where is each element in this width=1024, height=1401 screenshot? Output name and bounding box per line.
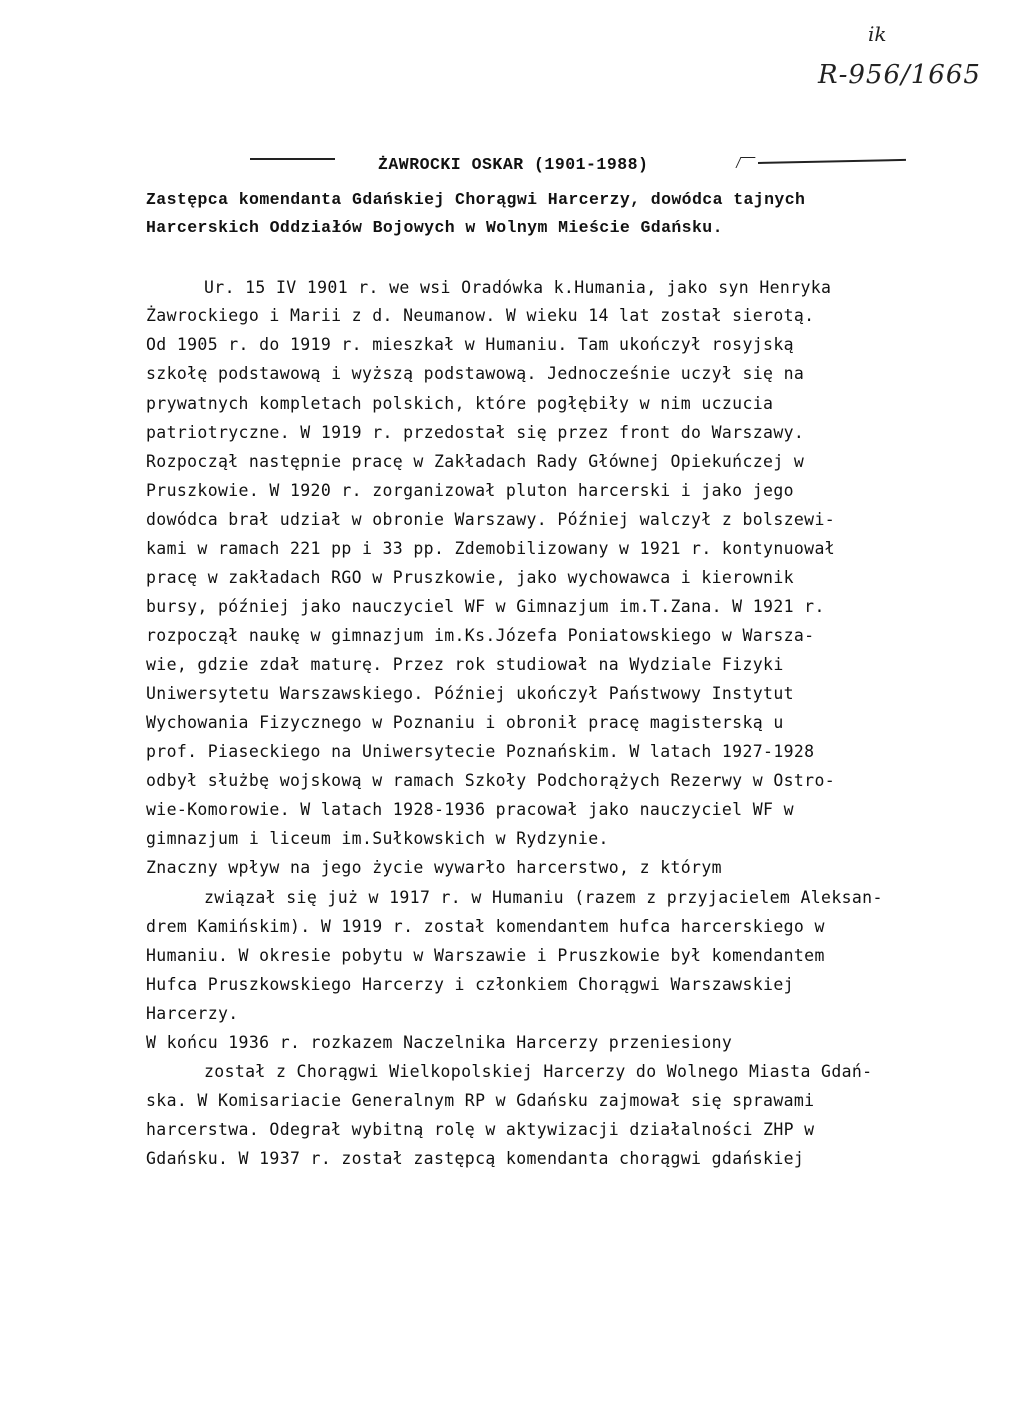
- text-line: wie-Komorowie. W latach 1928-1936 pracował jako nauczyciel WF w: [146, 800, 794, 819]
- text-line: szkołę podstawową i wyższą podstawową. Jednocześnie uczył się na: [146, 364, 805, 383]
- text-line: wie, gdzie zdał maturę. Przez rok studiował na Wydziale Fizyki: [146, 655, 784, 674]
- document-title: ŻAWROCKI OSKAR (1901-1988): [378, 155, 649, 174]
- text-line: Żawrockiego i Marii z d. Neumanow. W wieku 14 lat został sierotą.: [146, 306, 815, 325]
- text-line: Ur. 15 IV 1901 r. we wsi Oradówka k.Humania, jako syn Henryka: [204, 278, 832, 297]
- text-line: Humaniu. W okresie pobytu w Warszawie i Pruszkowie był komendantem: [146, 946, 825, 965]
- text-line: gimnazjum i liceum im.Sułkowskich w Rydzynie.: [146, 829, 609, 848]
- text-line: został z Chorągwi Wielkopolskiej Harcerzy do Wolnego Miasta Gdań-: [204, 1062, 873, 1081]
- text-line: związał się już w 1917 r. w Humaniu (razem z przyjacielem Aleksan-: [204, 888, 883, 907]
- text-line: harcerstwa. Odegrał wybitną rolę w aktywizacji działalności ZHP w: [146, 1120, 815, 1139]
- handwritten-catalog-mark: R-956/1665: [818, 60, 981, 90]
- text-line: Znaczny wpływ na jego życie wywarło harcerstwo, z którym: [146, 858, 722, 877]
- text-line: rozpoczął naukę w gimnazjum im.Ks.Józefa Poniatowskiego w Warsza-: [146, 626, 815, 645]
- text-line: prof. Piaseckiego na Uniwersytecie Poznańskim. W latach 1927-1928: [146, 742, 815, 761]
- text-line: pracę w zakładach RGO w Pruszkowie, jako wychowawca i kierownik: [146, 568, 794, 587]
- text-line: prywatnych kompletach polskich, które pogłębiły w nim uczucia: [146, 394, 774, 413]
- text-line: Pruszkowie. W 1920 r. zorganizował pluton harcerski i jako jego: [146, 481, 794, 500]
- text-line: Gdańsku. W 1937 r. został zastępcą komendanta chorągwi gdańskiej: [146, 1149, 805, 1168]
- text-line: dowódca brał udział w obronie Warszawy. Później walczył z bolszewi-: [146, 510, 836, 529]
- text-line: drem Kamińskim). W 1919 r. został komendantem hufca harcerskiego w: [146, 917, 825, 936]
- header-rule-left: [250, 158, 335, 160]
- text-line: odbył służbę wojskową w ramach Szkoły Podchorążych Rezerwy w Ostro-: [146, 771, 836, 790]
- handwritten-note: ik: [868, 22, 887, 46]
- header-rule-hook: [735, 157, 755, 168]
- subtitle-line: Zastępca komendanta Gdańskiej Chorągwi Harcerzy, dowódca tajnych: [146, 190, 806, 209]
- header-rule-right: [758, 159, 906, 164]
- text-line: Od 1905 r. do 1919 r. mieszkał w Humaniu. Tam ukończył rosyjską: [146, 335, 794, 354]
- text-line: kami w ramach 221 pp i 33 pp. Zdemobilizowany w 1921 r. kontynuował: [146, 539, 836, 558]
- subtitle-line: Harcerskich Oddziałów Bojowych w Wolnym Mieście Gdańsku.: [146, 218, 723, 237]
- text-line: Rozpoczął następnie pracę w Zakładach Rady Głównej Opiekuńczej w: [146, 452, 805, 471]
- text-line: Uniwersytetu Warszawskiego. Później ukończył Państwowy Instytut: [146, 684, 794, 703]
- text-line: bursy, później jako nauczyciel WF w Gimnazjum im.T.Zana. W 1921 r.: [146, 597, 825, 616]
- text-line: Harcerzy.: [146, 1004, 239, 1023]
- text-line: ska. W Komisariacie Generalnym RP w Gdańsku zajmował się sprawami: [146, 1091, 815, 1110]
- text-line: Wychowania Fizycznego w Poznaniu i obronił pracę magisterską u: [146, 713, 784, 732]
- text-line: Hufca Pruszkowskiego Harcerzy i członkiem Chorągwi Warszawskiej: [146, 975, 794, 994]
- text-line: W końcu 1936 r. rozkazem Naczelnika Harcerzy przeniesiony: [146, 1033, 733, 1052]
- text-line: patriotryczne. W 1919 r. przedostał się przez front do Warszawy.: [146, 423, 805, 442]
